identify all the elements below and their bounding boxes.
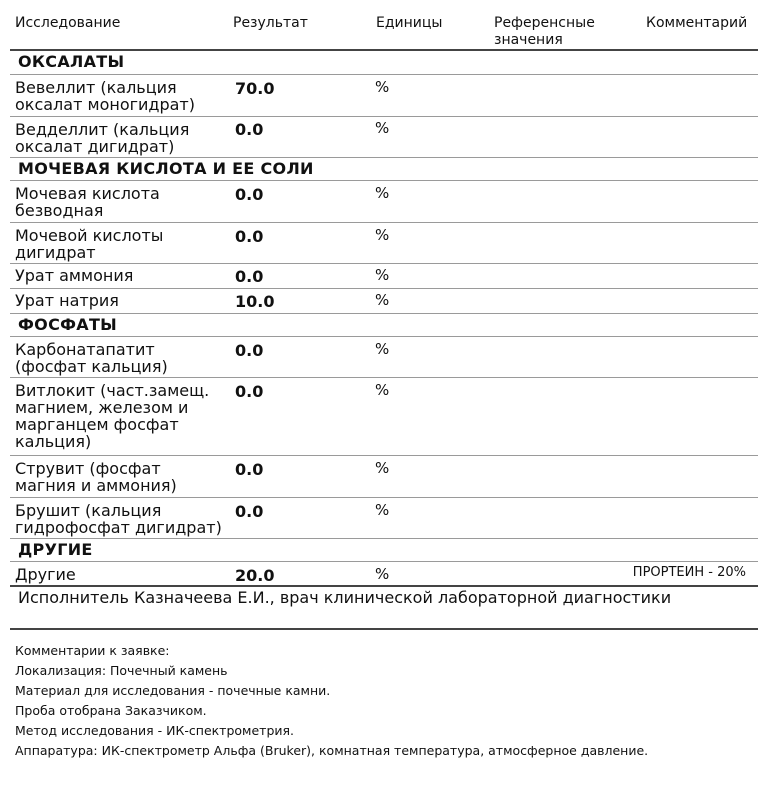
divider	[10, 561, 758, 562]
header-result: Результат	[233, 15, 308, 31]
divider	[10, 538, 758, 539]
header-reference-line1: Референсные	[494, 15, 595, 31]
header-divider	[10, 49, 758, 51]
row-comment: ПРОРТЕИН - 20%	[632, 565, 746, 580]
row-unit: %	[375, 501, 390, 519]
row-name: Ведделлит (кальция оксалат дигидрат)	[15, 120, 190, 156]
divider	[10, 116, 758, 117]
row-name: Брушит (кальция гидрофосфат дигидрат)	[15, 501, 222, 537]
row-name: Вевеллит (кальция оксалат моногидрат)	[15, 78, 195, 114]
row-name: Урат аммония	[15, 266, 134, 285]
row-unit: %	[375, 184, 390, 202]
row-name: Витлокит (част.замещ. магнием, железом и марганцем фосфат кальция)	[15, 381, 210, 451]
section-title-other: ДРУГИЕ	[18, 540, 93, 559]
header-reference-line2: значения	[494, 32, 563, 48]
row-value: 0.0	[235, 185, 264, 204]
divider	[10, 180, 758, 181]
section-title-phosphates: ФОСФАТЫ	[18, 315, 118, 334]
row-unit: %	[375, 291, 390, 309]
row-value: 0.0	[235, 502, 264, 521]
row-name: Карбонатапатит (фосфат кальция)	[15, 340, 168, 376]
row-value: 0.0	[235, 460, 264, 479]
divider	[10, 288, 758, 289]
divider	[10, 313, 758, 314]
header-units: Единицы	[376, 15, 443, 31]
row-unit: %	[375, 381, 390, 399]
section-title-uric-acid: МОЧЕВАЯ КИСЛОТА И ЕЕ СОЛИ	[18, 159, 314, 178]
divider	[10, 377, 758, 378]
header-comment: Комментарий	[646, 15, 748, 31]
note-line: Метод исследования - ИК-спектрометрия.	[15, 723, 294, 738]
note-line: Проба отобрана Заказчиком.	[15, 703, 207, 718]
row-value: 10.0	[235, 292, 275, 311]
row-unit: %	[375, 340, 390, 358]
row-value: 0.0	[235, 227, 264, 246]
row-name: Урат натрия	[15, 291, 119, 310]
note-line: Локализация: Почечный камень	[15, 663, 228, 678]
row-name: Струвит (фосфат магния и аммония)	[15, 459, 177, 495]
row-value: 0.0	[235, 267, 264, 286]
header-study: Исследование	[15, 15, 121, 31]
row-name: Другие	[15, 565, 76, 584]
executor-line: Исполнитель Казначеева Е.И., врач клинической лабораторной диагностики	[18, 588, 672, 607]
row-unit: %	[375, 78, 390, 96]
divider	[10, 263, 758, 264]
row-name: Мочевая кислота безводная	[15, 184, 160, 220]
row-unit: %	[375, 226, 390, 244]
divider	[10, 585, 758, 587]
note-line: Материал для исследования - почечные камни.	[15, 683, 331, 698]
row-unit: %	[375, 565, 390, 583]
row-name: Мочевой кислоты дигидрат	[15, 226, 164, 262]
divider	[10, 157, 758, 158]
row-value: 70.0	[235, 79, 275, 98]
divider	[10, 628, 758, 630]
row-unit: %	[375, 119, 390, 137]
row-value: 0.0	[235, 382, 264, 401]
divider	[10, 497, 758, 498]
note-heading: Комментарии к заявке:	[15, 643, 170, 658]
row-value: 20.0	[235, 566, 275, 585]
row-unit: %	[375, 266, 390, 284]
divider	[10, 336, 758, 337]
row-value: 0.0	[235, 120, 264, 139]
divider	[10, 455, 758, 456]
divider	[10, 74, 758, 75]
section-title-oxalates: ОКСАЛАТЫ	[18, 52, 125, 71]
row-value: 0.0	[235, 341, 264, 360]
divider	[10, 222, 758, 223]
note-line: Аппаратура: ИК-спектрометр Альфа (Bruker), комнатная температура, атмосферное давление.	[15, 743, 649, 758]
row-unit: %	[375, 459, 390, 477]
